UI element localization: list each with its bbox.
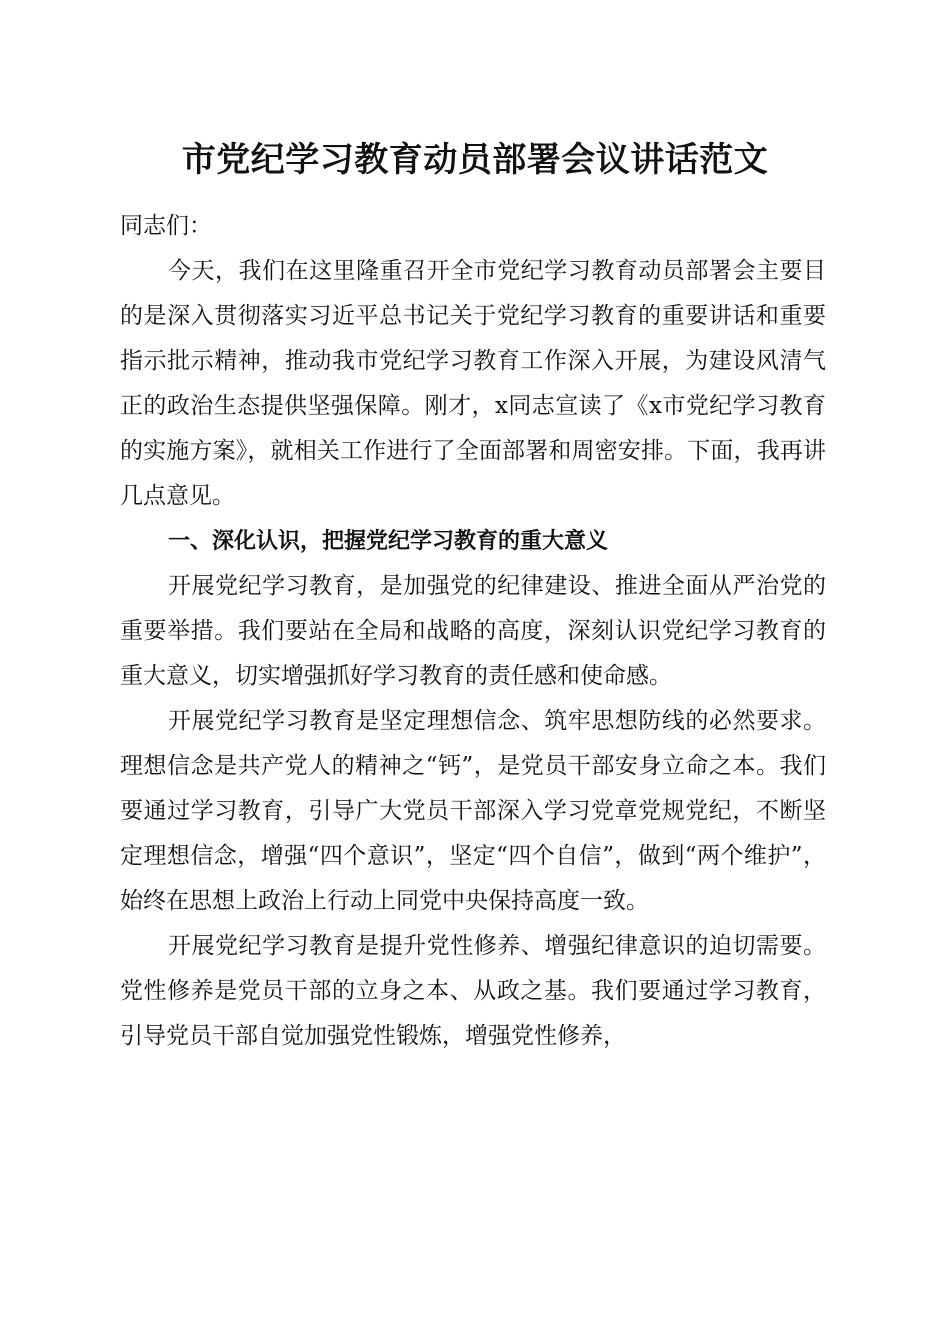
salutation: 同志们： (120, 213, 212, 239)
body-paragraph: 开展党纪学习教育是提升党性修养、增强纪律意识的迫切需要。党性修养是党员干部的立身之本、从政之基。我们要通过学习教育，引导党员干部自觉加强党性锻炼，增强党性修养， (120, 933, 826, 1049)
intro-paragraph: 今天，我们在这里隆重召开全市党纪学习教育动员部署会主要目的是深入贯彻落实习近平总书记关于党纪学习教育的重要讲话和重要指示批示精神，推动我市党纪学习教育工作深入开展，为建设风清气正的政治生态提供坚强保障。刚才，x同志宣读了《x市党纪学习教育的实施方案》，就相关工作进行了全面部署和周密安排。下面，我再讲几点意见。 (120, 258, 826, 509)
document-body (120, 204, 826, 1059)
document-title: 市党纪学习教育动员部署会议讲话范文 (181, 140, 769, 180)
section-heading: 一、深化认识，把握党纪学习教育的重大意义 (168, 529, 609, 554)
body-paragraph: 开展党纪学习教育是坚定理想信念、筑牢思想防线的必然要求。理想信念是共产党人的精神之“钙”，是党员干部安身立命之本。我们要通过学习教育，引导广大党员干部深入学习党章党规党纪，不断坚定理想信念，增强“四个意识”，坚定“四个自信”，做到“两个维护”，始终在思想上政治上行动上同党中央保持高度一致。 (120, 708, 826, 914)
body-paragraph: 开展党纪学习教育，是加强党的纪律建设、推进全面从严治党的重要举措。我们要站在全局和战略的高度，深刻认识党纪学习教育的重大意义，切实增强抓好学习教育的责任感和使命感。 (120, 573, 826, 689)
